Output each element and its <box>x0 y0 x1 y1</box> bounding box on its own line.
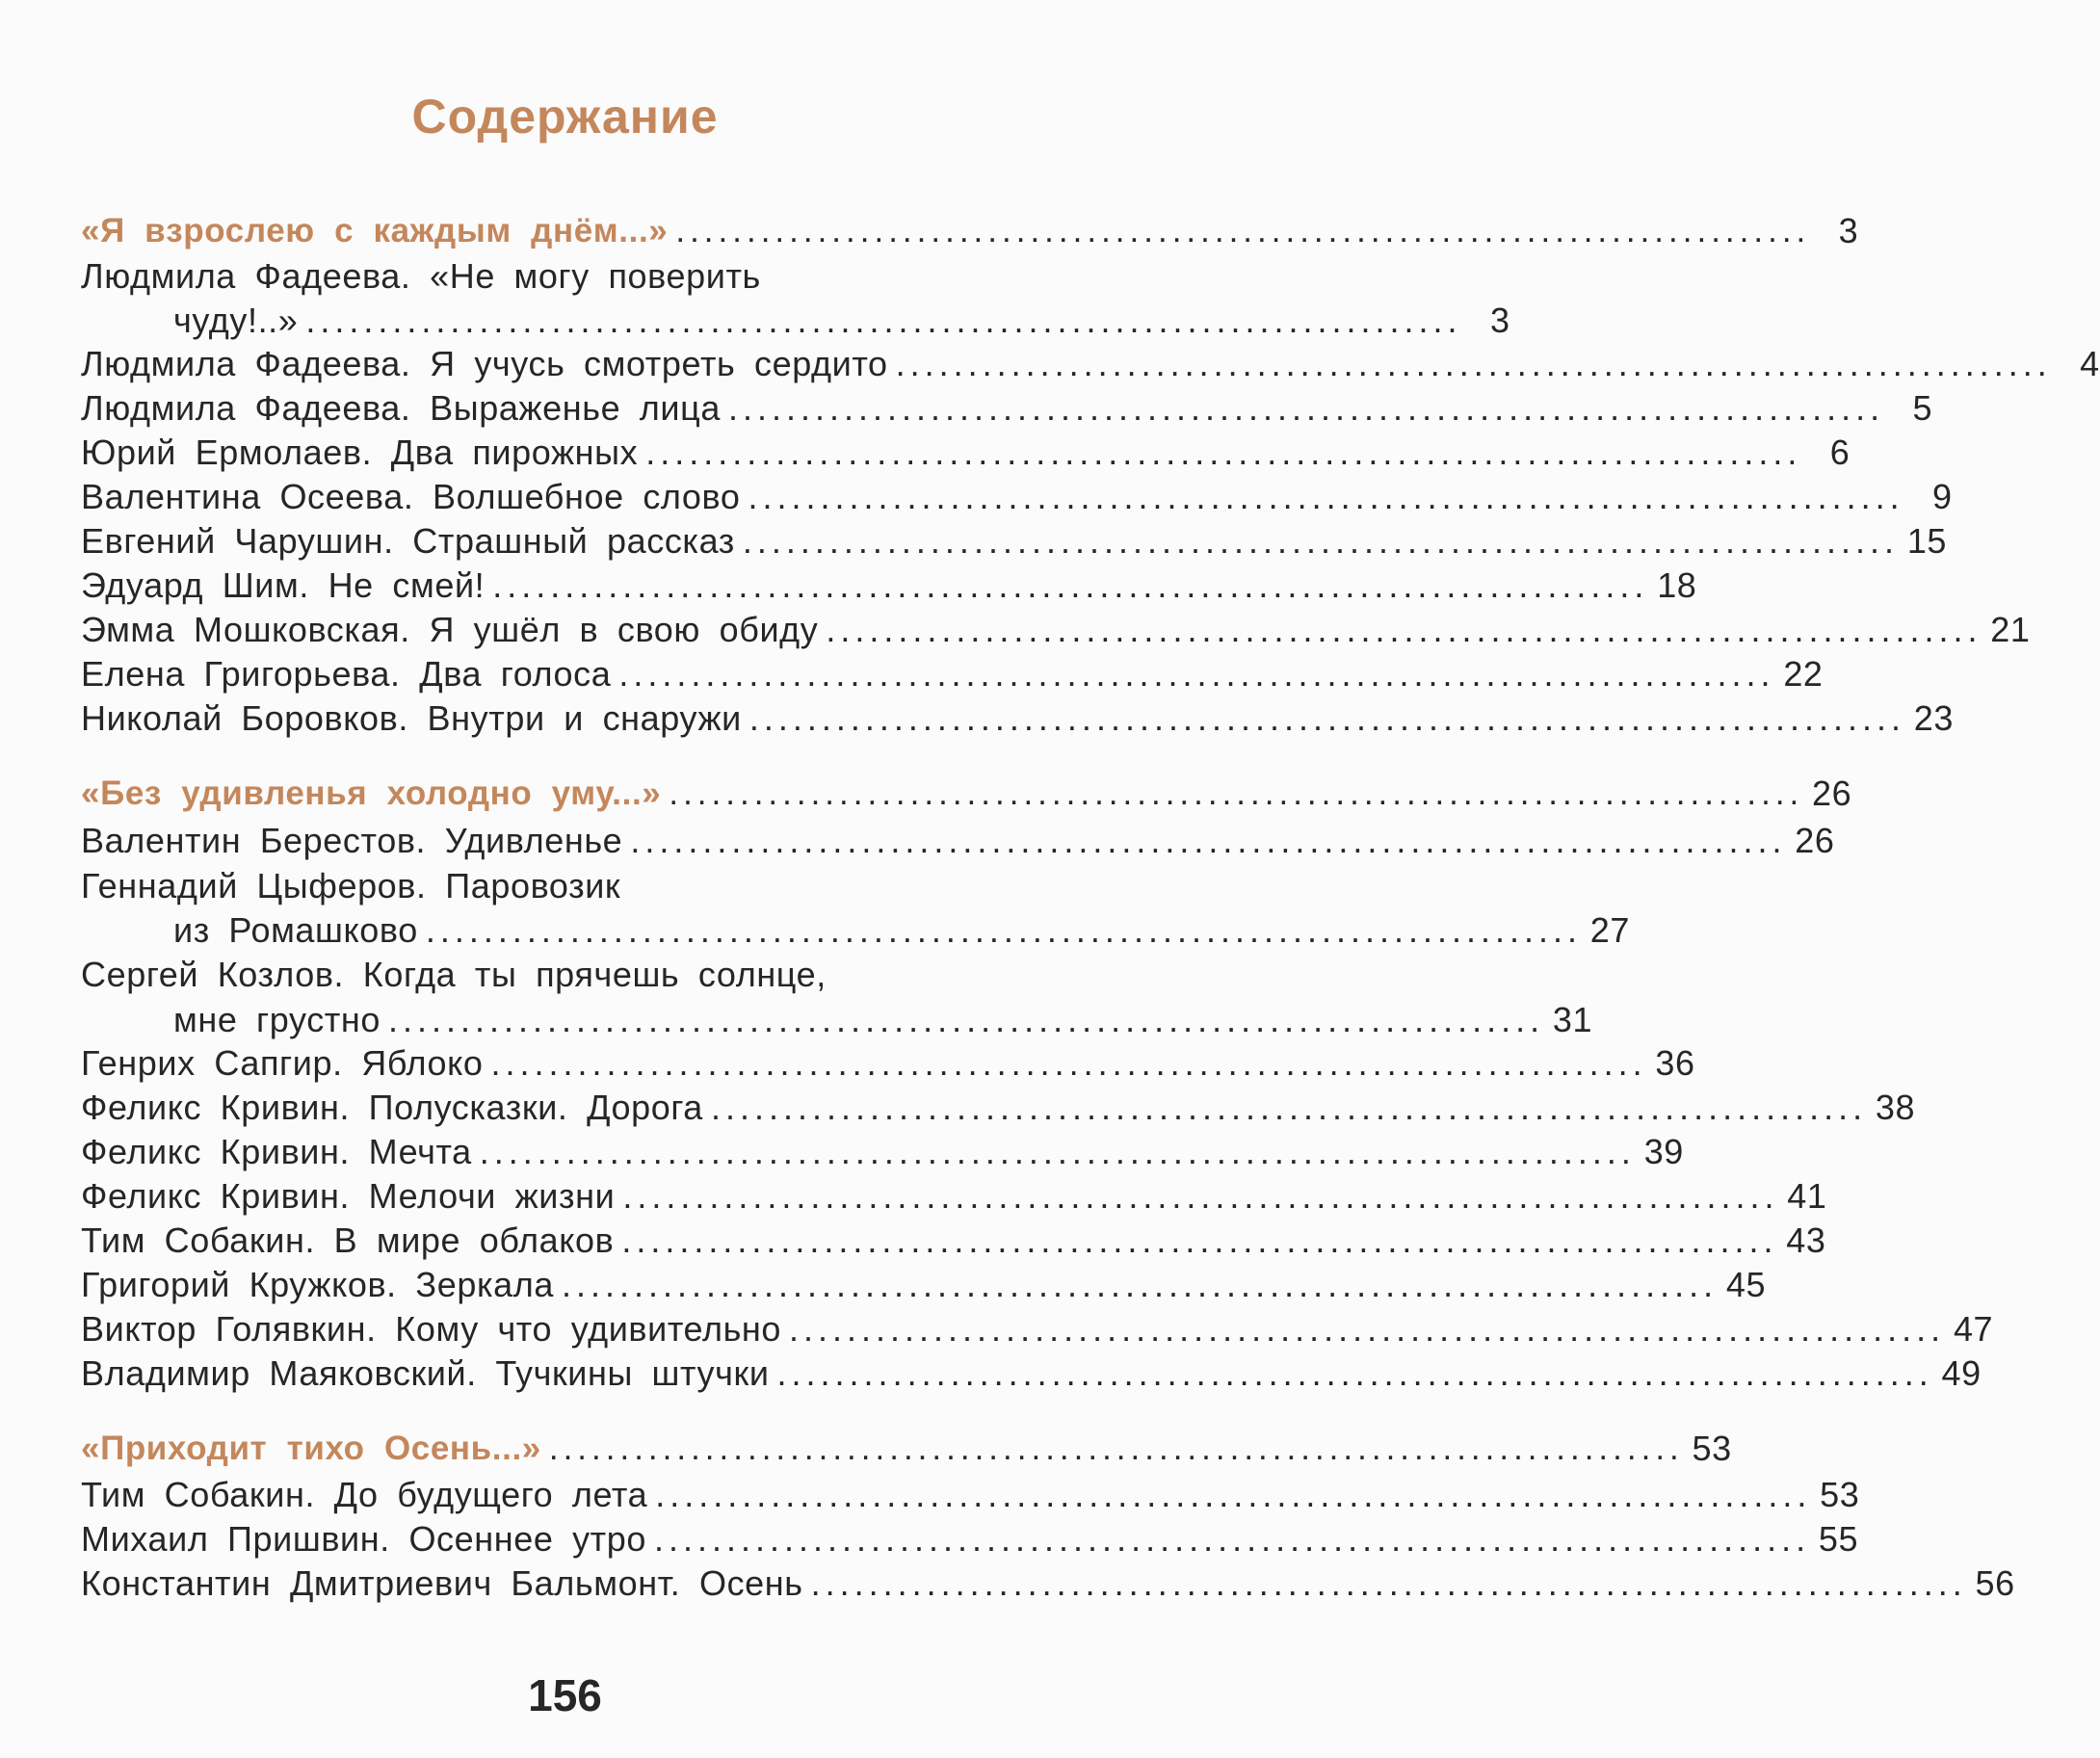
toc-leader-dots: ................................................................................ <box>675 212 1811 249</box>
toc-leader-dots: ................................................................................ <box>789 1309 1946 1349</box>
toc-entry <box>81 651 1824 695</box>
toc-entry-title: Людмила Фадеева. Выраженье лица <box>81 388 721 428</box>
toc-entry-title: Людмила Фадеева. Я учусь смотреть сердито <box>81 344 888 383</box>
toc-entry-page: 39 <box>1643 1132 1684 1171</box>
toc-leader-dots: ................................................................................ <box>490 1043 1647 1083</box>
toc-leader-dots: ................................................................................ <box>388 1000 1545 1039</box>
toc-leader-dots: ................................................................................ <box>727 388 1885 428</box>
toc-entry-page: 21 <box>1990 610 2031 649</box>
toc-entry-page: 31 <box>1552 1000 1593 1039</box>
toc-entry <box>81 1351 1982 1395</box>
toc-entry <box>81 1129 1684 1173</box>
toc-entry <box>81 1516 1859 1561</box>
toc-entry-page: 27 <box>1589 910 1630 950</box>
toc-entry-title: Эмма Мошковская. Я ушёл в свою обиду <box>81 610 819 649</box>
toc-entry-page: 3 <box>1838 211 1859 250</box>
toc-entry <box>81 952 1094 996</box>
toc-leader-dots: ................................................................................ <box>548 1430 1684 1467</box>
toc-leader-dots: ................................................................................ <box>479 1132 1636 1171</box>
toc-entry-page: 26 <box>1812 774 1852 813</box>
toc-entry-title: Григорий Кружков. Зеркала <box>81 1265 554 1304</box>
toc-entry <box>81 253 1094 298</box>
toc-entry-title: Феликс Кривин. Полусказки. Дорога <box>81 1088 703 1127</box>
toc-entry-page: 55 <box>1818 1519 1859 1559</box>
page-number: 156 <box>528 1670 602 1720</box>
toc-entry <box>81 563 1697 607</box>
toc-entry-title: Валентина Осеева. Волшебное слово <box>81 477 741 516</box>
toc-entry <box>81 863 1094 907</box>
toc-entry <box>81 1218 1826 1262</box>
toc-entry <box>81 907 1630 952</box>
toc-leader-dots: ................................................................................ <box>654 1519 1811 1559</box>
toc-entry-page: 53 <box>1692 1429 1732 1468</box>
toc-entry-title: Сергей Козлов. Когда ты прячешь солнце, <box>81 955 827 994</box>
toc-leader-dots: ................................................................................ <box>492 565 1649 605</box>
toc-entry-title: чуду!..» <box>173 301 299 340</box>
toc-entry-title: Константин Дмитриевич Бальмонт. Осень <box>81 1563 803 1603</box>
toc-entry-title: Феликс Кривин. Мелочи жизни <box>81 1176 616 1216</box>
toc-entry-title: Генрих Сапгир. Яблоко <box>81 1043 484 1083</box>
toc-entry-page: 47 <box>1953 1309 1994 1349</box>
toc-leader-dots: ................................................................................ <box>655 1475 1812 1514</box>
toc-entry-page: 18 <box>1657 565 1697 605</box>
toc-entry-title: «Приходит тихо Осень...» <box>81 1430 541 1467</box>
toc-section <box>81 1426 1732 1470</box>
toc-entry-page: 56 <box>1975 1563 2015 1603</box>
toc-entry-title: Феликс Кривин. Мечта <box>81 1132 472 1171</box>
toc-entry-title: из Ромашково <box>173 910 418 950</box>
toc-leader-dots: ................................................................................ <box>748 698 1906 738</box>
toc-entry-page: 45 <box>1725 1265 1767 1304</box>
toc-entry-page: 5 <box>1912 388 1933 428</box>
toc-entry-page: 26 <box>1795 821 1835 860</box>
toc-entry <box>81 1040 1695 1085</box>
toc-entry-page: 22 <box>1783 654 1824 694</box>
toc-entry <box>81 818 1835 862</box>
toc-leader-dots: ................................................................................ <box>618 654 1775 694</box>
toc-entry-page: 53 <box>1820 1475 1860 1514</box>
toc-entry-page: 36 <box>1655 1043 1695 1083</box>
toc-entry <box>81 385 1933 430</box>
toc-entry-title: Евгений Чарушин. Страшный рассказ <box>81 521 735 561</box>
toc-entry-title: «Я взрослею с каждым днём...» <box>81 212 669 249</box>
toc-entry-title: Людмила Фадеева. «Не могу поверить <box>81 256 761 296</box>
toc-entry <box>81 997 1593 1041</box>
toc-leader-dots: ................................................................................ <box>826 610 1982 649</box>
toc-entry-title: Тим Собакин. До будущего лета <box>81 1475 648 1514</box>
toc-leader-dots: ................................................................................ <box>742 521 1900 561</box>
toc-leader-dots: ................................................................................ <box>776 1353 1933 1393</box>
toc-leader-dots: ................................................................................ <box>669 774 1804 812</box>
toc-entry-page: 4 <box>2080 344 2100 383</box>
toc-entry-page: 41 <box>1787 1176 1827 1216</box>
toc-leader-dots: ................................................................................ <box>710 1088 1868 1127</box>
toc-entry-page: 49 <box>1941 1353 1982 1393</box>
toc-leader-dots: ................................................................................ <box>748 477 1904 516</box>
toc-leader-dots: ................................................................................ <box>621 1220 1778 1260</box>
toc-entry-page: 9 <box>1932 477 1953 516</box>
toc-leader-dots: ................................................................................ <box>622 1176 1779 1216</box>
toc-entry-title: мне грустно <box>173 1000 381 1039</box>
toc-entry <box>81 1262 1767 1306</box>
toc-entry-title: Геннадий Цыферов. Паровозик <box>81 866 621 905</box>
toc-entry-title: Эдуард Шим. Не смей! <box>81 565 486 605</box>
toc-entry-title: Владимир Маяковский. Тучкины штучки <box>81 1353 770 1393</box>
toc-entry-title: Тим Собакин. В мире облаков <box>81 1220 615 1260</box>
page-title: Содержание <box>411 90 719 144</box>
toc-entry <box>81 518 1948 563</box>
toc-entry <box>81 430 1851 474</box>
toc-entry <box>81 695 1955 740</box>
toc-entry-page: 3 <box>1489 301 1510 340</box>
toc-entry-title: «Без удивленья холодно уму...» <box>81 774 662 812</box>
toc-entry-page: 23 <box>1913 698 1955 738</box>
toc-entry <box>81 1306 1994 1351</box>
toc-leader-dots: ................................................................................ <box>810 1563 1967 1603</box>
toc-entry-title: Валентин Берестов. Удивленье <box>81 821 623 860</box>
toc-entry <box>81 341 2100 385</box>
toc-entry-title: Виктор Голявкин. Кому что удивительно <box>81 1309 782 1349</box>
toc-entry-title: Михаил Пришвин. Осеннее утро <box>81 1519 646 1559</box>
toc-entry <box>81 1561 2015 1605</box>
toc-leader-dots: ................................................................................ <box>630 821 1787 860</box>
toc-section <box>81 208 1859 252</box>
toc-entry <box>81 607 2031 651</box>
toc-leader-dots: ................................................................................ <box>425 910 1582 950</box>
toc-leader-dots: ................................................................................ <box>561 1265 1719 1304</box>
toc-leader-dots: ................................................................................ <box>305 301 1462 340</box>
toc-entry <box>81 1173 1827 1218</box>
toc-entry <box>81 298 1510 342</box>
toc-entry <box>81 1085 1916 1129</box>
toc-section <box>81 771 1852 815</box>
toc-leader-dots: ................................................................................ <box>895 344 2052 383</box>
toc-entry-page: 6 <box>1829 433 1851 472</box>
toc-entry <box>81 1472 1860 1516</box>
toc-entry-page: 43 <box>1786 1220 1826 1260</box>
toc-entry <box>81 474 1953 518</box>
toc-entry-page: 15 <box>1906 521 1948 561</box>
toc-entry-page: 38 <box>1875 1088 1916 1127</box>
toc-entry-title: Николай Боровков. Внутри и снаружи <box>81 698 742 738</box>
toc-entry-title: Елена Григорьева. Два голоса <box>81 654 612 694</box>
toc-entry-title: Юрий Ермолаев. Два пирожных <box>81 433 639 472</box>
toc-leader-dots: ................................................................................ <box>645 433 1802 472</box>
